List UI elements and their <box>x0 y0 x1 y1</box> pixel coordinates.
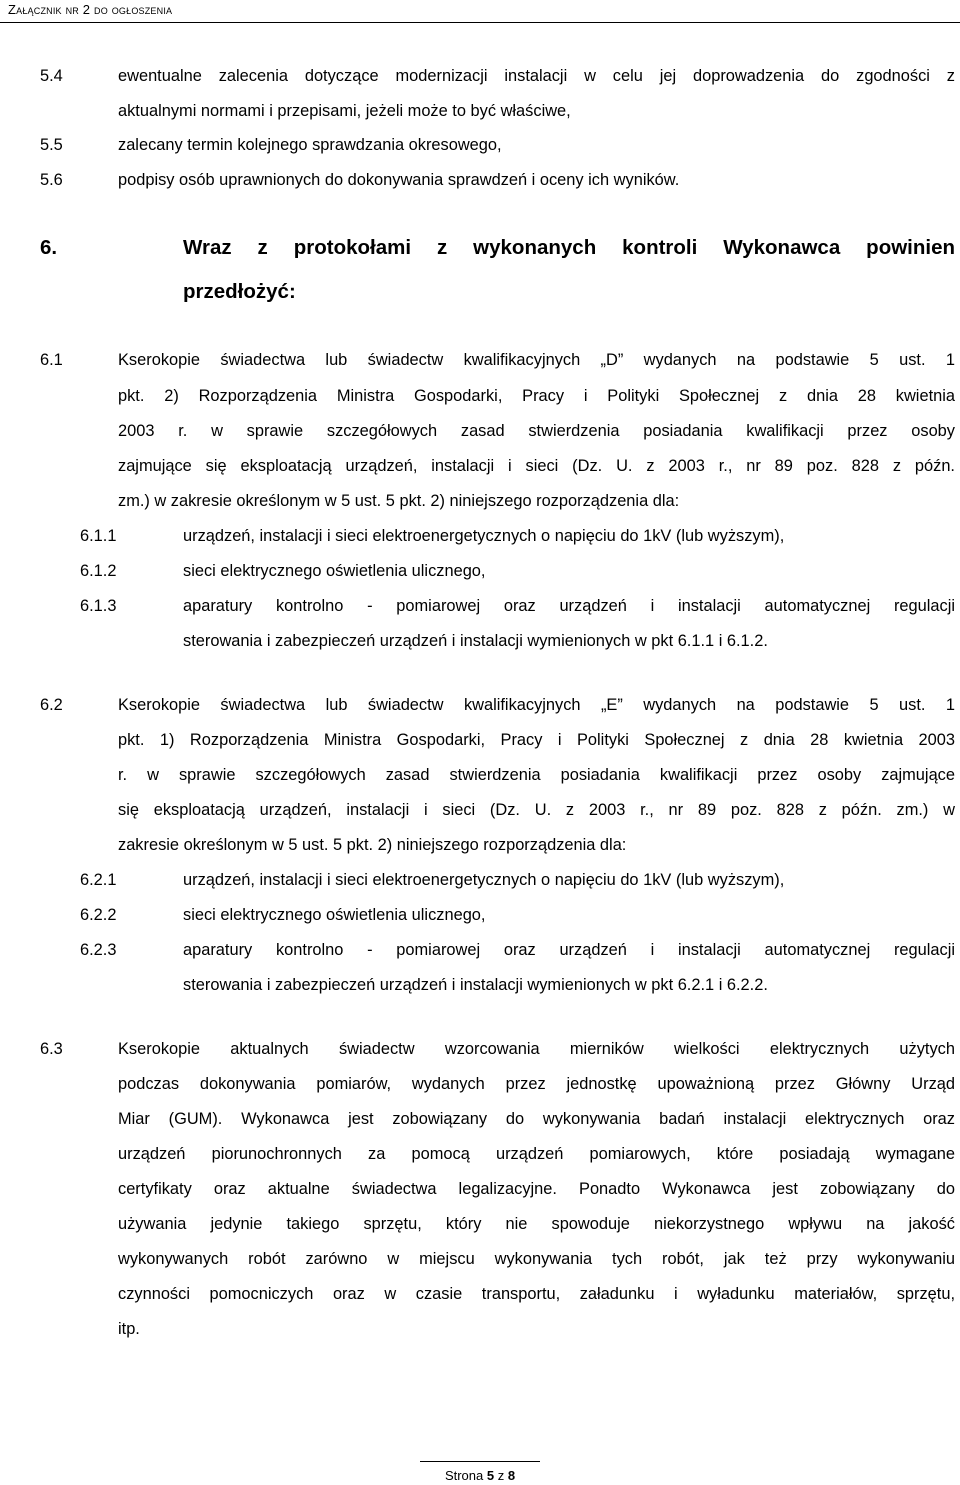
paragraph-line: r. w sprawie szczegółowych zasad stwierdzenia posiadania kwalifikacji przez osoby zajmujące <box>118 766 955 784</box>
subitem-text: sterowania i zabezpieczeń urządzeń i instalacji wymienionych w pkt 6.1.1 i 6.1.2. <box>183 632 768 650</box>
paragraph-line: zm.) w zakresie określonym w 5 ust. 5 pkt. 2) niniejszego rozporządzenia dla: <box>118 492 680 510</box>
footer-prefix: Strona <box>444 1468 487 1483</box>
item-number: 5.6 <box>40 171 63 189</box>
paragraph-line: 2003 r. w sprawie szczegółowych zasad stwierdzenia posiadania kwalifikacji przez osoby <box>118 422 955 440</box>
paragraph-line: się eksploatacją urządzeń, instalacji i sieci (Dz. U. z 2003 r., nr 89 poz. 828 z późn. zm.) w <box>118 801 955 819</box>
subitem-number: 6.1.2 <box>80 562 117 580</box>
paragraph-line: Kserokopie aktualnych świadectw wzorcowania mierników wielkości elektrycznych użytych <box>118 1040 955 1058</box>
page-total: 8 <box>507 1468 516 1483</box>
section-title-continued: przedłożyć: <box>183 280 296 303</box>
subitem-text: aparatury kontrolno - pomiarowej oraz urządzeń i instalacji automatycznej regulacji <box>183 941 955 959</box>
paragraph-line: czynności pomocniczych oraz w czasie transportu, załadunku i wyładunku materiałów, sprzętu, <box>118 1285 955 1303</box>
page-number: 5 <box>486 1468 495 1483</box>
paragraph-line: wykonywanych robót zarówno w miejscu wykonywania tych robót, jak też przy wykonywaniu <box>118 1250 955 1268</box>
paragraph-line: urządzeń piorunochronnych za pomocą urządzeń pomiarowych, które posiadają wymagane <box>118 1145 955 1163</box>
item-text: zalecany termin kolejnego sprawdzania okresowego, <box>118 136 502 154</box>
header-divider <box>0 22 960 23</box>
subitem-text: urządzeń, instalacji i sieci elektroenergetycznych o napięciu do 1kV (lub wyższym), <box>183 871 785 889</box>
item-text: ewentualne zalecenia dotyczące modernizacji instalacji w celu jej doprowadzenia do zgodności z <box>118 67 955 85</box>
item-number: 6.1 <box>40 351 63 369</box>
item-number: 5.4 <box>40 67 63 85</box>
section-title: Wraz z protokołami z wykonanych kontroli Wykonawca powinien <box>183 236 955 259</box>
item-number: 6.3 <box>40 1040 63 1058</box>
subitem-text: urządzeń, instalacji i sieci elektroenergetycznych o napięciu do 1kV (lub wyższym), <box>183 527 785 545</box>
paragraph-line: itp. <box>118 1320 140 1338</box>
subitem-text: sieci elektrycznego oświetlenia ulicznego, <box>183 562 486 580</box>
subitem-number: 6.1.1 <box>80 527 117 545</box>
paragraph-line: pkt. 1) Rozporządzenia Ministra Gospodarki, Pracy i Polityki Społecznej z dnia 28 kwietnia 2003 <box>118 731 955 749</box>
page-footer <box>0 1468 960 1483</box>
subitem-text: aparatury kontrolno - pomiarowej oraz urządzeń i instalacji automatycznej regulacji <box>183 597 955 615</box>
footer-divider <box>420 1461 540 1462</box>
page-header: Załącznik nr 2 do ogłoszenia <box>8 2 173 17</box>
subitem-number: 6.1.3 <box>80 597 117 615</box>
subitem-text: sterowania i zabezpieczeń urządzeń i instalacji wymienionych w pkt 6.2.1 i 6.2.2. <box>183 976 768 994</box>
paragraph-line: zajmujące się eksploatacją urządzeń, instalacji i sieci (Dz. U. z 2003 r., nr 89 poz. 828 z późn. <box>118 457 955 475</box>
paragraph-line: pkt. 2) Rozporządzenia Ministra Gospodarki, Pracy i Polityki Społecznej z dnia 28 kwietnia <box>118 387 955 405</box>
paragraph-line: Kserokopie świadectwa lub świadectw kwalifikacyjnych „E” wydanych na podstawie 5 ust. 1 <box>118 696 955 714</box>
paragraph-line: zakresie określonym w 5 ust. 5 pkt. 2) niniejszego rozporządzenia dla: <box>118 836 627 854</box>
paragraph-line: Kserokopie świadectwa lub świadectw kwalifikacyjnych „D” wydanych na podstawie 5 ust. 1 <box>118 351 955 369</box>
subitem-number: 6.2.2 <box>80 906 117 924</box>
subitem-text: sieci elektrycznego oświetlenia ulicznego, <box>183 906 486 924</box>
item-number: 5.5 <box>40 136 63 154</box>
section-number: 6. <box>40 236 58 259</box>
paragraph-line: Miar (GUM). Wykonawca jest zobowiązany do wykonywania badań instalacji elektrycznych oraz <box>118 1110 955 1128</box>
paragraph-line: certyfikaty oraz aktualne świadectwa legalizacyjne. Ponadto Wykonawca jest zobowiązany do <box>118 1180 955 1198</box>
item-text: aktualnymi normami i przepisami, jeżeli może to być właściwe, <box>118 102 571 120</box>
paragraph-line: podczas dokonywania pomiarów, wydanych przez jednostkę upoważnioną przez Główny Urząd <box>118 1075 955 1093</box>
subitem-number: 6.2.1 <box>80 871 117 889</box>
item-text: podpisy osób uprawnionych do dokonywania sprawdzeń i oceny ich wyników. <box>118 171 680 189</box>
item-number: 6.2 <box>40 696 63 714</box>
paragraph-line: używania jedynie takiego sprzętu, który nie spowoduje niekorzystnego wpływu na jakość <box>118 1215 955 1233</box>
subitem-number: 6.2.3 <box>80 941 117 959</box>
footer-sep: z <box>494 1468 508 1483</box>
